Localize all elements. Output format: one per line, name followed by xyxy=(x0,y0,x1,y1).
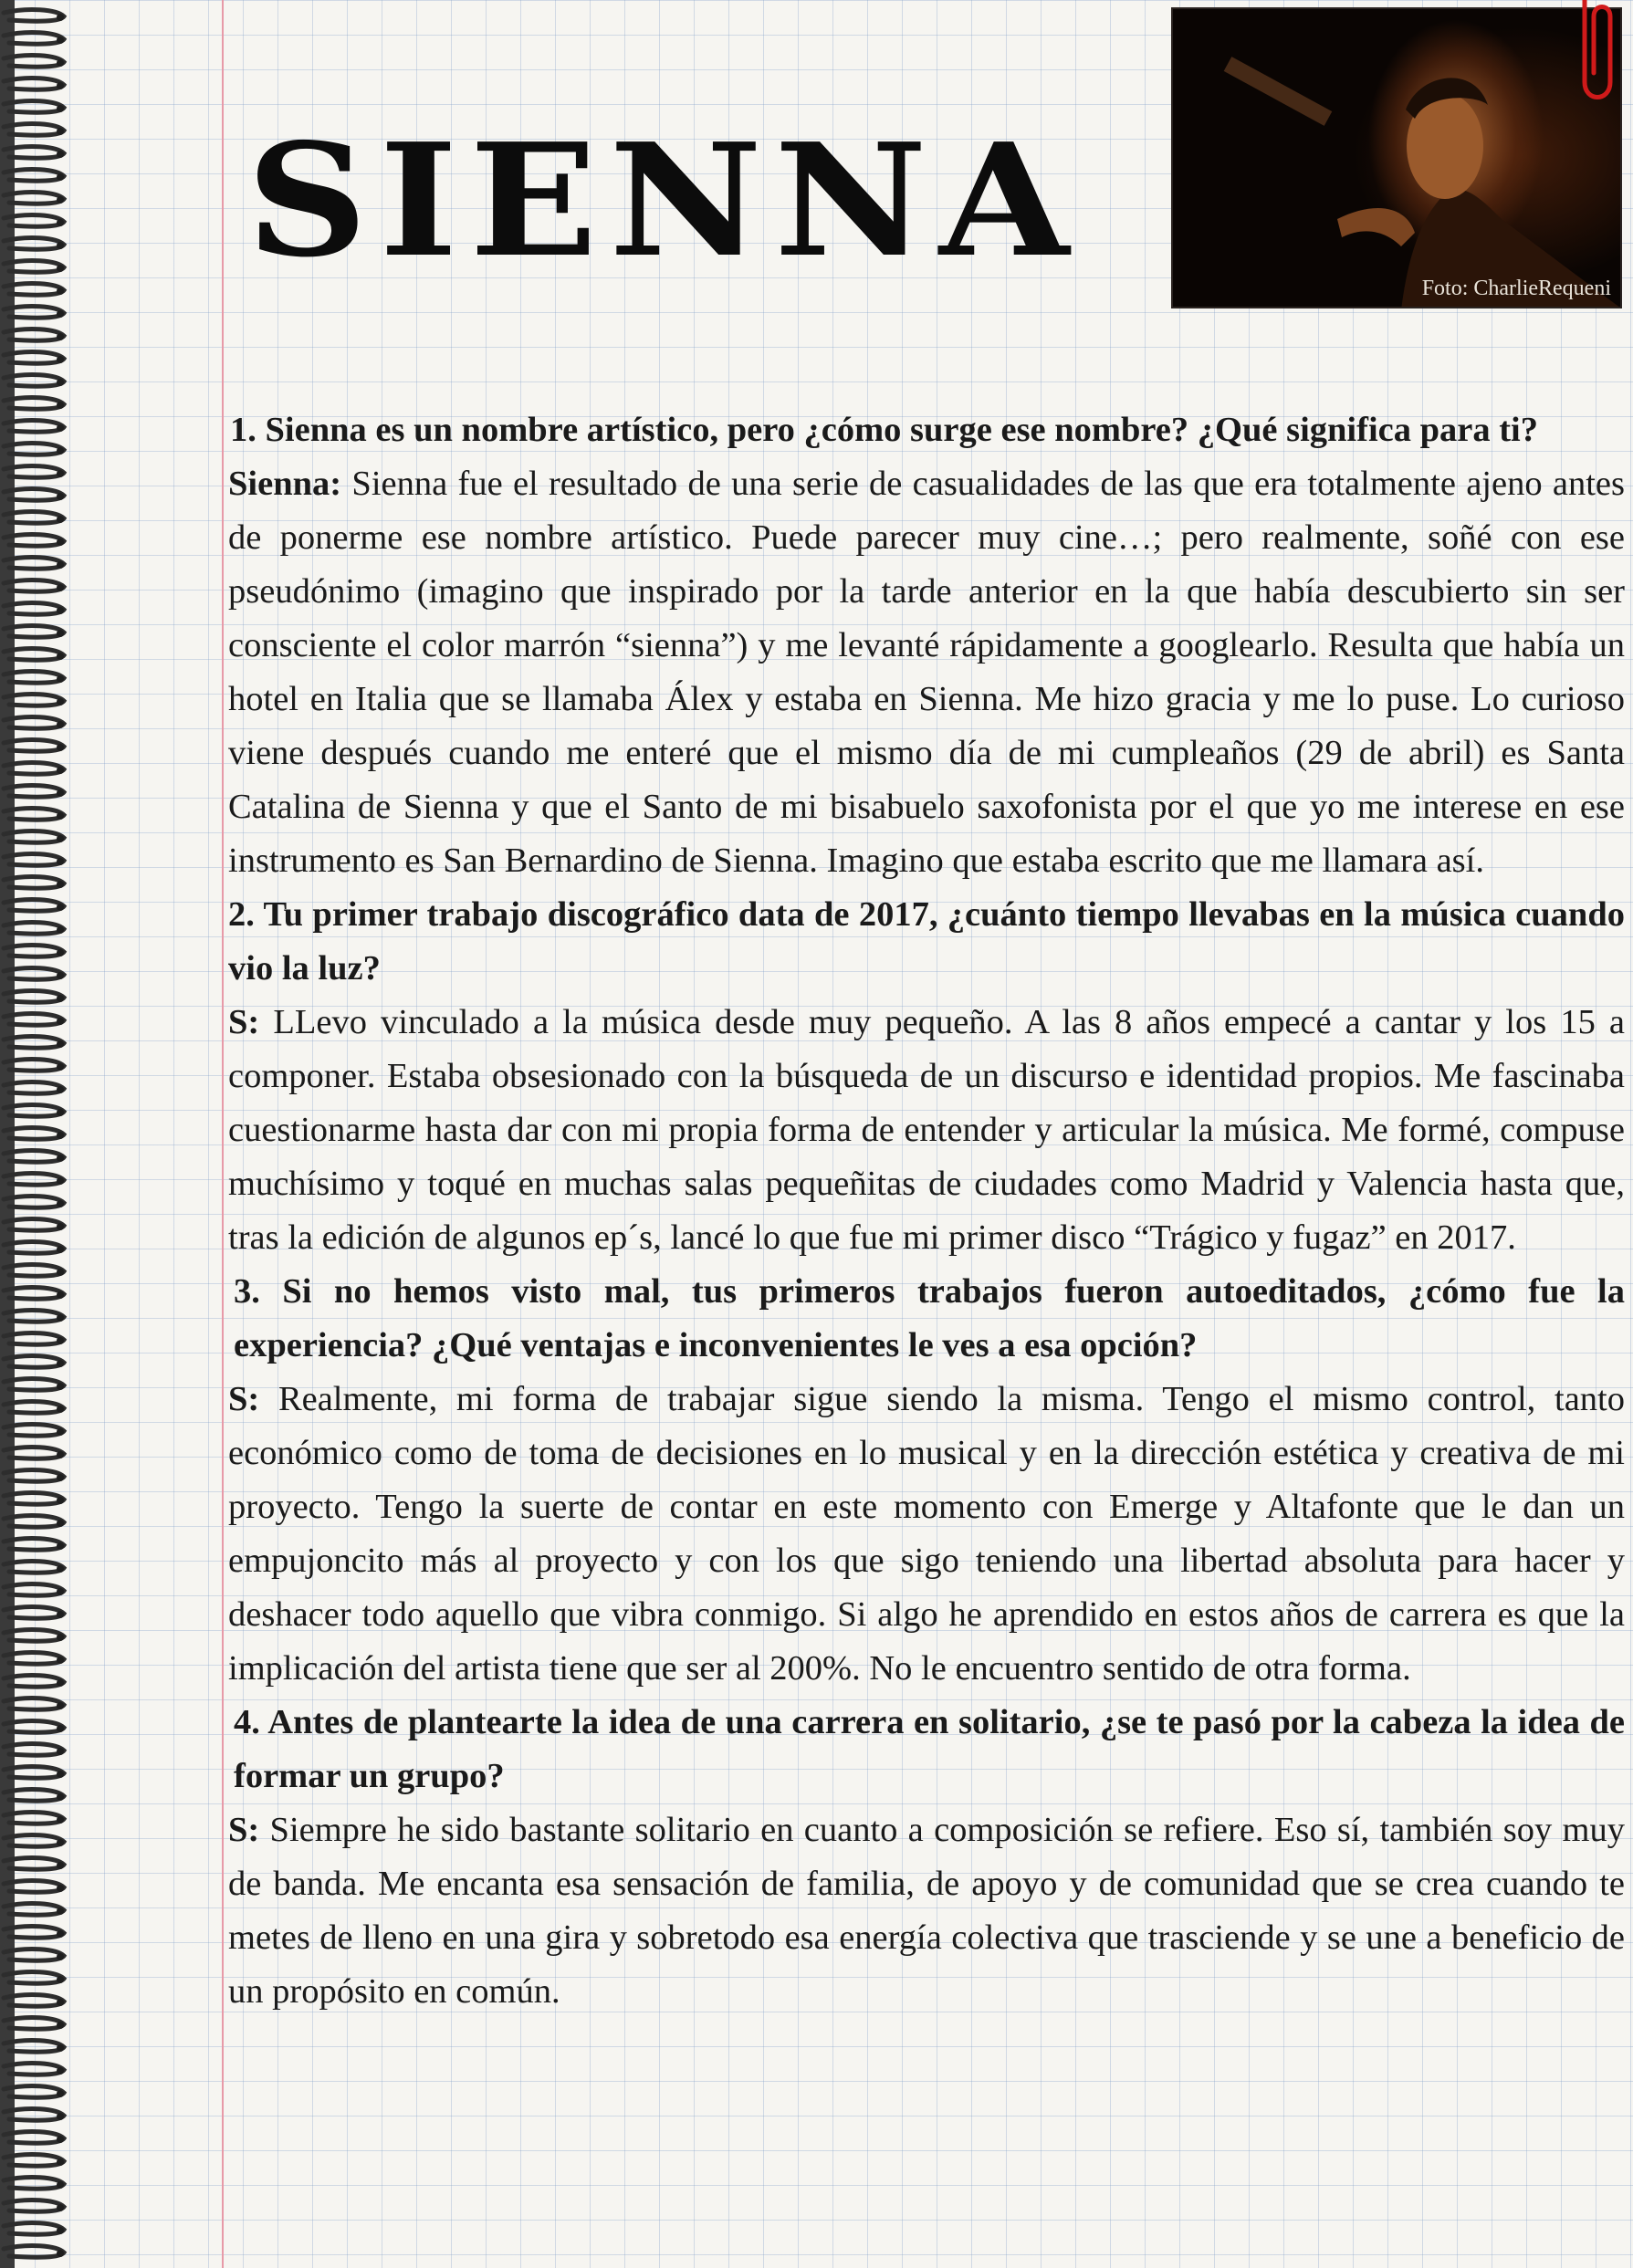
binding-hole xyxy=(57,287,64,295)
binding-hole xyxy=(57,1155,64,1162)
interview-item-1 xyxy=(228,403,1625,888)
answer-text: Siempre he sido bastante solitario en cuanto a composición se refiere. Eso sí, también soy muy de banda. Me encanta esa sensación de familia, de apoyo y de comunidad que se crea cuando te metes de lleno en una gira y sobretodo esa energía colectiva que trasciende y se une a beneficio de un propósito en común. xyxy=(228,1811,1625,2011)
binding-hole xyxy=(57,1839,64,1846)
binding-hole xyxy=(57,1474,64,1481)
interview-item-4 xyxy=(228,1696,1625,2019)
binding-hole xyxy=(57,744,64,751)
question-3: 3. Si no hemos visto mal, tus primeros trabajos fueron autoeditados, ¿cómo fue la experiencia? ¿Qué ventajas e inconvenientes le ves a esa opción? xyxy=(234,1272,1625,1364)
binding-hole xyxy=(57,1930,64,1938)
binding-hole xyxy=(57,1337,64,1344)
binding-hole xyxy=(57,1816,64,1824)
binding-hole xyxy=(57,310,64,318)
paperclip-icon xyxy=(1568,0,1623,119)
binding-hole xyxy=(57,1748,64,1755)
binding-hole xyxy=(57,1360,64,1367)
photo-credit: Foto: CharlieRequeni xyxy=(1421,277,1611,300)
binding-hole xyxy=(57,1702,64,1709)
binding-hole xyxy=(57,424,64,432)
binding-hole xyxy=(57,1999,64,2006)
binding-hole xyxy=(57,37,64,44)
binding-hole xyxy=(57,561,64,569)
binding-hole xyxy=(57,1132,64,1139)
binding-hole xyxy=(57,1542,64,1550)
binding-hole xyxy=(57,128,64,135)
binding-hole xyxy=(57,105,64,112)
binding-hole xyxy=(57,1657,64,1664)
binding-hole xyxy=(57,1953,64,1960)
binding-hole xyxy=(57,1109,64,1116)
binding-hole xyxy=(57,1314,64,1322)
binding-hole xyxy=(57,1565,64,1573)
binding-hole xyxy=(57,698,64,705)
spiral-binding xyxy=(0,0,82,2268)
binding-hole xyxy=(57,470,64,477)
binding-hole xyxy=(57,1246,64,1253)
binding-hole xyxy=(57,2227,64,2234)
binding-hole xyxy=(57,607,64,614)
interview-item-3 xyxy=(228,1265,1625,1696)
answer-4 xyxy=(228,1803,1625,2019)
answer-3 xyxy=(228,1373,1625,1696)
portrait-figure xyxy=(1173,9,1622,308)
binding-hole xyxy=(57,1885,64,1892)
question-1: 1. Sienna es un nombre artístico, pero ¿cómo surge ese nombre? ¿Qué significa para ti? xyxy=(230,411,1538,449)
binding-hole xyxy=(57,1269,64,1276)
binding-hole xyxy=(57,1200,64,1207)
binding-hole xyxy=(57,2067,64,2075)
binding-hole xyxy=(57,926,64,934)
binding-hole xyxy=(57,2250,64,2257)
binding-hole xyxy=(57,2113,64,2120)
binding-hole xyxy=(57,767,64,774)
binding-hole xyxy=(57,447,64,455)
binding-hole xyxy=(57,789,64,797)
binding-hole xyxy=(57,151,64,158)
binding-hole xyxy=(57,1428,64,1436)
binding-hole xyxy=(57,1497,64,1504)
binding-hole xyxy=(57,1588,64,1595)
binding-hole xyxy=(57,1086,64,1093)
binding-hole xyxy=(57,1793,64,1801)
binding-hole xyxy=(57,2044,64,2052)
binding-hole xyxy=(57,1291,64,1299)
binding-hole xyxy=(57,516,64,523)
binding-hole xyxy=(57,2136,64,2143)
binding-hole xyxy=(57,675,64,683)
page-title: SIENNA xyxy=(246,110,1082,292)
binding-hole xyxy=(57,1063,64,1071)
binding-hole xyxy=(57,14,64,21)
interview-item-2 xyxy=(228,888,1625,1265)
binding-hole xyxy=(57,196,64,204)
binding-hole xyxy=(57,379,64,386)
answer-1 xyxy=(228,457,1625,888)
binding-hole xyxy=(57,2022,64,2029)
binding-hole xyxy=(57,1725,64,1732)
binding-hole xyxy=(57,2158,64,2166)
binding-hole xyxy=(57,59,64,67)
answer-2 xyxy=(228,996,1625,1265)
binding-hole xyxy=(57,402,64,409)
binding-hole xyxy=(57,1520,64,1527)
margin-line xyxy=(222,0,224,2268)
answer-text: LLevo vinculado a la música desde muy pequeño. A las 8 años empecé a cantar y los 15 a componer. Estaba obsesionado con la búsqueda de un discurso e identidad propios. Me fascinaba cuestionarme hasta dar con mi propia forma de entender y articular la música. Me formé, compuse muchísimo y toqué en muchas salas pequeñitas de ciudades como Madrid y Valencia hasta que, tras la edición de algunos ep´s, lancé lo que fue mi primer disco “Trágico y fugaz” en 2017. xyxy=(228,1003,1626,1257)
binding-hole xyxy=(57,1451,64,1458)
binding-hole xyxy=(57,812,64,820)
binding-hole xyxy=(57,972,64,979)
binding-hole xyxy=(57,1634,64,1641)
question-4: 4. Antes de plantearte la idea de una carrera en solitario, ¿se te pasó por la cabeza la idea de formar un grupo? xyxy=(234,1703,1625,1795)
answer-label: S: xyxy=(228,1003,260,1041)
binding-hole xyxy=(57,721,64,728)
binding-hole xyxy=(57,1040,64,1048)
binding-hole xyxy=(57,653,64,660)
binding-hole xyxy=(57,881,64,888)
binding-hole xyxy=(57,904,64,911)
artist-photo xyxy=(1171,7,1622,308)
binding-hole xyxy=(57,630,64,637)
binding-hole xyxy=(57,1679,64,1687)
answer-label: S: xyxy=(228,1811,260,1849)
binding-hole xyxy=(57,493,64,500)
binding-hole xyxy=(57,1223,64,1230)
binding-hole xyxy=(57,173,64,181)
binding-hole xyxy=(57,584,64,591)
binding-hole xyxy=(57,2204,64,2211)
binding-hole xyxy=(57,835,64,842)
binding-hole xyxy=(57,995,64,1002)
answer-label: Sienna: xyxy=(228,465,342,503)
answer-text: Realmente, mi forma de trabajar sigue siendo la misma. Tengo el mismo control, tanto económico como de toma de decisiones en lo musical y en la dirección estética y creativa de mi proyecto. Tengo la suerte de contar en este momento con Emerge y Altafonte que le dan un empujoncito más al proyecto y con los que sigo teniendo una libertad absoluta para hacer y deshacer todo aquello que vibra conmigo. Si algo he aprendido en estos años de carrera es que la implicación del artista tiene que ser al 200%. No le encuentro sentido de otra forma. xyxy=(228,1380,1626,1688)
binding-hole xyxy=(57,1976,64,1983)
binding-hole xyxy=(57,1177,64,1185)
binding-hole xyxy=(57,219,64,226)
binding-hole xyxy=(57,242,64,249)
binding-hole xyxy=(57,2181,64,2189)
binding-hole xyxy=(57,1383,64,1390)
binding-hole xyxy=(57,333,64,340)
binding-hole xyxy=(57,538,64,546)
binding-hole xyxy=(57,1018,64,1025)
binding-hole xyxy=(57,1907,64,1915)
question-2: 2. Tu primer trabajo discográfico data de 2017, ¿cuánto tiempo llevabas en la música cuando vio la luz? xyxy=(228,895,1625,988)
binding-hole xyxy=(57,1611,64,1618)
answer-label: S: xyxy=(228,1380,260,1418)
binding-hole xyxy=(57,1406,64,1413)
binding-hole xyxy=(57,265,64,272)
binding-hole xyxy=(57,1771,64,1778)
interview-body xyxy=(228,403,1625,2019)
binding-hole xyxy=(57,949,64,956)
binding-hole xyxy=(57,356,64,363)
binding-hole xyxy=(57,2090,64,2097)
binding-hole xyxy=(57,82,64,89)
binding-hole xyxy=(57,858,64,865)
binding-hole xyxy=(57,1862,64,1869)
answer-text: Sienna fue el resultado de una serie de casualidades de las que era totalmente ajeno antes de ponerme ese nombre artístico. Puede parecer muy cine…; pero realmente, soñé con ese pseudónimo (imagino que inspirado por la tarde anterior en la que había descubierto sin ser consciente el color marrón “sienna”) y me levanté rápidamente a googlearlo. Resulta que había un hotel en Italia que se llamaba Álex y estaba en Sienna. Me hizo gracia y me lo puse. Lo curioso viene después cuando me enteré que el mismo día de mi cumpleaños (29 de abril) es Santa Catalina de Sienna y que el Santo de mi bisabuelo saxofonista por el que yo me interese en ese instrumento es San Bernardino de Sienna. Imagino que estaba escrito que me llamara así. xyxy=(228,465,1625,880)
